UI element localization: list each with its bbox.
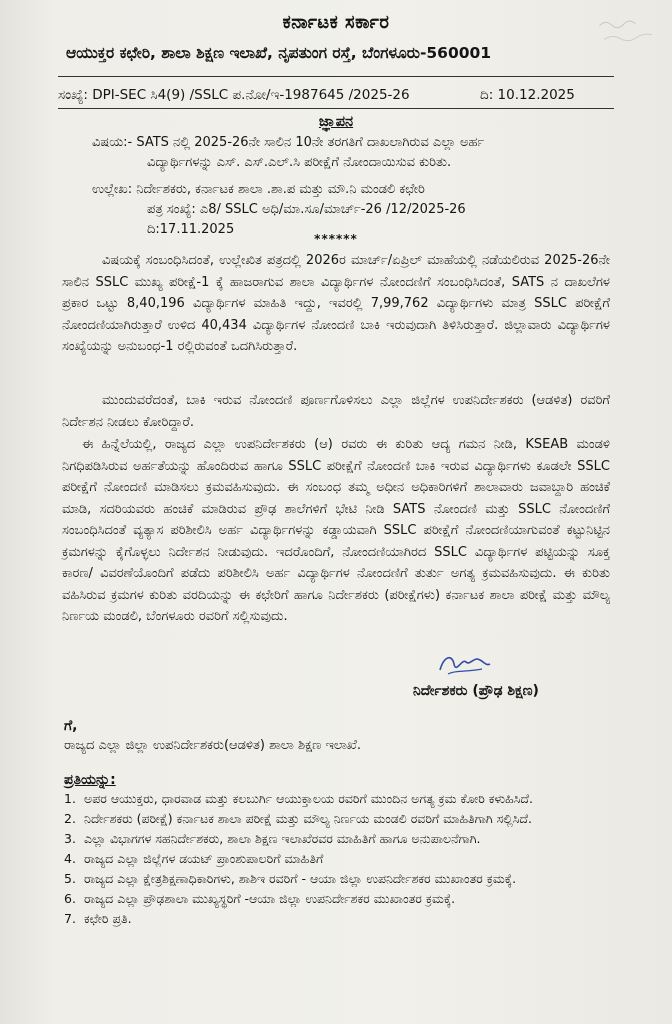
- copy-text: ನಿರ್ದೇಶಕರು (ಪರೀಕ್ಷೆ) ಕರ್ನಾಟಕ ಶಾಲಾ ಪರೀಕ್ಷೆ ಮತ್ತು ಮೌಲ್ಯ ನಿರ್ಣಯ ಮಂಡಲಿ ರವರಿಗೆ ಮಾಹಿತಿಗಾಗಿ ಸಲ್ಲಿಸಿದೆ.: [84, 811, 532, 826]
- copy-item: [64, 869, 604, 889]
- reference-rule: [58, 108, 614, 109]
- copy-text: ಕಛೇರಿ ಪ್ರತಿ.: [84, 911, 132, 926]
- paragraph-2: ಮುಂದುವರೆದಂತೆ, ಬಾಕಿ ಇರುವ ನೋಂದಣಿ ಪೂರ್ಣಗೊಳಿಸಲು ಎಲ್ಲಾ ಜಿಲ್ಲೆಗಳ ಉಪನಿರ್ದೇಶಕರು (ಆಡಳಿತ) ರವರಿಗೆ ನಿರ್ದೇಶನ ನೀಡಲು ಕೋರಿದ್ದಾರೆ.: [62, 393, 610, 430]
- copy-number: 2.: [64, 811, 76, 826]
- copy-text: ರಾಜ್ಯದ ಎಲ್ಲಾ ಪ್ರೌಢಶಾಲಾ ಮುಖ್ಯಸ್ಥರಿಗೆ -ಆಯಾ ಜಿಲ್ಲಾ ಉಪನಿರ್ದೇಶಕರ ಮುಖಾಂತರ ಕ್ರಮಕ್ಕೆ.: [84, 891, 456, 906]
- copy-number: 4.: [64, 851, 76, 866]
- reference-line-3: ದಿ:17.11.2025: [147, 222, 235, 237]
- copies-heading: ಪ್ರತಿಯನ್ನು:: [64, 772, 116, 788]
- addressee-salutation: ಗೆ,: [64, 718, 78, 734]
- copy-item: [64, 809, 604, 829]
- copy-item: [64, 789, 604, 809]
- header-rule: [58, 76, 614, 77]
- copy-number: 5.: [64, 871, 76, 886]
- memo-title: ಜ್ಞಾಪನ: [318, 114, 354, 130]
- copy-item: [64, 849, 604, 869]
- reference-number: ಸಂಖ್ಯೆ: DPI-SEC ಸಿ4(9) /SSLC ಪ.ನೋ/ಇ-1987645 /2025-26: [58, 87, 410, 103]
- copy-text: ಅಪರ ಆಯುಕ್ತರು, ಧಾರವಾಡ ಮತ್ತು ಕಲಬುರ್ಗಿ ಆಯುಕ್ತಾಲಯ ರವರಿಗೆ ಮುಂದಿನ ಅಗತ್ಯ ಕ್ರಮ ಕೋರಿ ಕಳುಹಿಸಿದೆ.: [84, 791, 533, 806]
- signatory-title: ನಿರ್ದೇಶಕರು (ಪ್ರೌಢ ಶಿಕ್ಷಣ): [413, 683, 539, 699]
- paragraph-1: ವಿಷಯಕ್ಕೆ ಸಂಬಂಧಿಸಿದಂತೆ, ಉಲ್ಲೇಖಿತ ಪತ್ರದಲ್ಲಿ 2026ರ ಮಾರ್ಚ್/ಏಪ್ರಿಲ್ ಮಾಹೆಯಲ್ಲಿ ನಡೆಯಲಿರುವ 2025-26ನೇ ಸಾಲಿನ SSLC ಮುಖ್ಯ ಪರೀಕ್ಷೆ-1 ಕ್ಕೆ ಹಾಜರಾಗುವ ಶಾಲಾ ವಿದ್ಯಾರ್ಥಿಗಳ ನೋಂದಣಿಗೆ ಸಂಬಂಧಿಸಿದಂತೆ, SATS ನ ದಾಖಲೆಗಳ ಪ್ರಕಾರ ಒಟ್ಟು 8,40,196 ವಿದ್ಯಾರ್ಥಿಗಳ ಮಾಹಿತಿ ಇದ್ದು, ಇವರಲ್ಲಿ 7,99,762 ವಿದ್ಯಾರ್ಥಿಗಳು ಮಾತ್ರ SSLC ಪರೀಕ್ಷೆಗೆ ನೋಂದಣಿಯಾಗಿರುತ್ತಾರೆ ಉಳಿದ 40,434 ವಿದ್ಯಾರ್ಥಿಗಳ ನೋಂದಣಿ ಬಾಕಿ ಇರುವುದಾಗಿ ತಿಳಿಸಿರುತ್ತಾರೆ. ಜಿಲ್ಲಾವಾರು ವಿದ್ಯಾರ್ಥಿಗಳ ಸಂಖ್ಯೆಯನ್ನು ಅನುಬಂಧ-1 ರಲ್ಲಿರುವಂತೆ ಒದಗಿಸಿರುತ್ತಾರೆ.: [62, 253, 610, 354]
- office-address: ಆಯುಕ್ತರ ಕಛೇರಿ, ಶಾಲಾ ಶಿಕ್ಷಣ ಇಲಾಖೆ, ನೃಪತುಂಗ ರಸ್ತೆ, ಬೆಂಗಳೂರು-560001: [66, 44, 492, 62]
- reference-line-1: ಉಲ್ಲೇಖ: ನಿರ್ದೇಶಕರು, ಕರ್ನಾಟಕ ಶಾಲಾ .ಶಾ.ಪ ಮತ್ತು ಮೌ.ನಿ ಮಂಡಲಿ ಕಛೇರಿ: [92, 182, 425, 197]
- copy-item: [64, 829, 604, 849]
- copy-number: 1.: [64, 791, 76, 806]
- copy-text: ರಾಜ್ಯದ ಎಲ್ಲಾ ಕ್ಷೇತ್ರಶಿಕ್ಷಣಾಧಿಕಾರಿಗಳು, ಶಾಶಿಇ ರವರಿಗೆ - ಆಯಾ ಜಿಲ್ಲಾ ಉಪನಿರ್ದೇಶಕರ ಮುಖಾಂತರ ಕ್ರಮಕ್ಕೆ.: [84, 871, 517, 886]
- government-heading: ಕರ್ನಾಟಕ ಸರ್ಕಾರ: [282, 12, 390, 33]
- copy-text: ರಾಜ್ಯದ ಎಲ್ಲಾ ಜಿಲ್ಲೆಗಳ ಡಯಟ್ ಪ್ರಾಂಶುಪಾಲರಿಗೆ ಮಾಹಿತಿಗೆ: [84, 851, 324, 866]
- subject-line-1: ವಿಷಯ:- SATS ನಲ್ಲಿ 2025-26ನೇ ಸಾಲಿನ 10ನೇ ತರಗತಿಗೆ ದಾಖಲಾಗಿರುವ ಎಲ್ಲಾ ಅರ್ಹ: [92, 135, 485, 150]
- copy-number: 6.: [64, 891, 76, 906]
- signature-mark: [434, 648, 494, 684]
- copy-item: [64, 909, 604, 929]
- document-date: ದಿ: 10.12.2025: [480, 87, 575, 103]
- copy-text: ಎಲ್ಲಾ ವಿಭಾಗಗಳ ಸಹನಿರ್ದೇಶಕರು, ಶಾಲಾ ಶಿಕ್ಷಣ ಇಲಾಖೆರವರ ಮಾಹಿತಿಗೆ ಹಾಗೂ ಅನುಪಾಲನೆಗಾಗಿ.: [84, 831, 481, 846]
- addressee-line: ರಾಜ್ಯದ ಎಲ್ಲಾ ಜಿಲ್ಲಾ ಉಪನಿರ್ದೇಶಕರು(ಆಡಳಿತ) ಶಾಲಾ ಶಿಕ್ಷಣ ಇಲಾಖೆ.: [64, 738, 362, 753]
- copy-number: 3.: [64, 831, 76, 846]
- copy-number: 7.: [64, 911, 76, 926]
- subject-line-2: ವಿದ್ಯಾರ್ಥಿಗಳನ್ನು ಎಸ್. ಎಸ್.ಎಲ್.ಸಿ ಪರೀಕ್ಷೆಗೆ ನೋಂದಾಯಿಸುವ ಕುರಿತು.: [147, 155, 452, 170]
- copy-item: [64, 889, 604, 909]
- separator-stars: ******: [314, 232, 358, 246]
- reference-line-2: ಪತ್ರ ಸಂಖ್ಯೆ: ಎ8/ SSLC ಅಧಿ/ಮಾ.ಸೂ/ಮಾರ್ಚ್-26 /12/2025-26: [147, 202, 466, 217]
- paragraph-3: ಈ ಹಿನ್ನೆಲೆಯಲ್ಲಿ, ರಾಜ್ಯದ ಎಲ್ಲಾ ಉಪನಿರ್ದೇಶಕರು (ಆ) ರವರು ಈ ಕುರಿತು ಆದ್ಯ ಗಮನ ನೀಡಿ, KSEAB ಮಂಡಳಿ ನಿಗಧಿಪಡಿಸಿರುವ ಅರ್ಹತೆಯನ್ನು ಹೊಂದಿರುವ ಹಾಗೂ SSLC ಪರೀಕ್ಷೆಗೆ ನೋಂದಣಿ ಬಾಕಿ ಇರುವ ವಿದ್ಯಾರ್ಥಿಗಳು ಕೂಡಲೇ SSLC ಪರೀಕ್ಷೆಗೆ ನೋಂದಣಿ ಮಾಡಿಸಲು ಕ್ರಮವಹಿಸುವುದು. ಈ ಸಂಬಂಧ ತಮ್ಮ ಅಧೀನ ಅಧಿಕಾರಿಗಳಿಗೆ ಶಾಲಾವಾರು ಜವಾಬ್ದಾರಿ ಹಂಚಿಕೆ ಮಾಡಿ, ಸದರಿಯವರು ಹಂಚಿಕೆ ಮಾಡಿರುವ ಪ್ರೌಢ ಶಾಲೆಗಳಿಗೆ ಭೇಟಿ ನೀಡಿ SATS ನೋಂದಣಿ ಮತ್ತು SSLC ನೋಂದಣಿಗೆ ಸಂಬಂಧಿಸಿದಂತೆ ವ್ಯತ್ಯಾಸ ಪರಿಶೀಲಿಸಿ ಅರ್ಹ ವಿದ್ಯಾರ್ಥಿಗಳನ್ನು ಕಡ್ಡಾಯವಾಗಿ SSLC ಪರೀಕ್ಷೆಗೆ ನೋಂದಣಿಯಾಗುವಂತೆ ಕಟ್ಟುನಿಟ್ಟಿನ ಕ್ರಮಗಳನ್ನು ಕೈಗೊಳ್ಳಲು ನಿರ್ದೇಶನ ನೀಡುವುದು. ಇದರೊಂದಿಗೆ, ನೋಂದಣಿಯಾಗಿರದ SSLC ವಿದ್ಯಾರ್ಥಿಗಳ ಪಟ್ಟಿಯನ್ನು ಸೂಕ್ತ ಕಾರಣ/ ವಿವರಣೆಯೊಂದಿಗೆ ಪಡೆದು ಪರಿಶೀಲಿಸಿ ಅರ್ಹ ವಿದ್ಯಾರ್ಥಿಗಳ ನೋಂದಣಿಗೆ ತುರ್ತು ಅಗತ್ಯ ಕ್ರಮವಹಿಸುವುದು. ಈ ಕುರಿತು ವಹಿಸಿರುವ ಕ್ರಮಗಳ ಕುರಿತು ವರದಿಯನ್ನು ಈ ಕಛೇರಿಗೆ ಹಾಗೂ ನಿರ್ದೇಶಕರು (ಪರೀಕ್ಷೆಗಳು) ಕರ್ನಾಟಕ ಶಾಲಾ ಪರೀಕ್ಷೆ ಮತ್ತು ಮೌಲ್ಯ ನಿರ್ಣಯ ಮಂಡಲಿ, ಬೆಂಗಳೂರು ರವರಿಗೆ ಸಲ್ಲಿಸುವುದು.: [62, 437, 610, 624]
- copies-list: [64, 789, 604, 929]
